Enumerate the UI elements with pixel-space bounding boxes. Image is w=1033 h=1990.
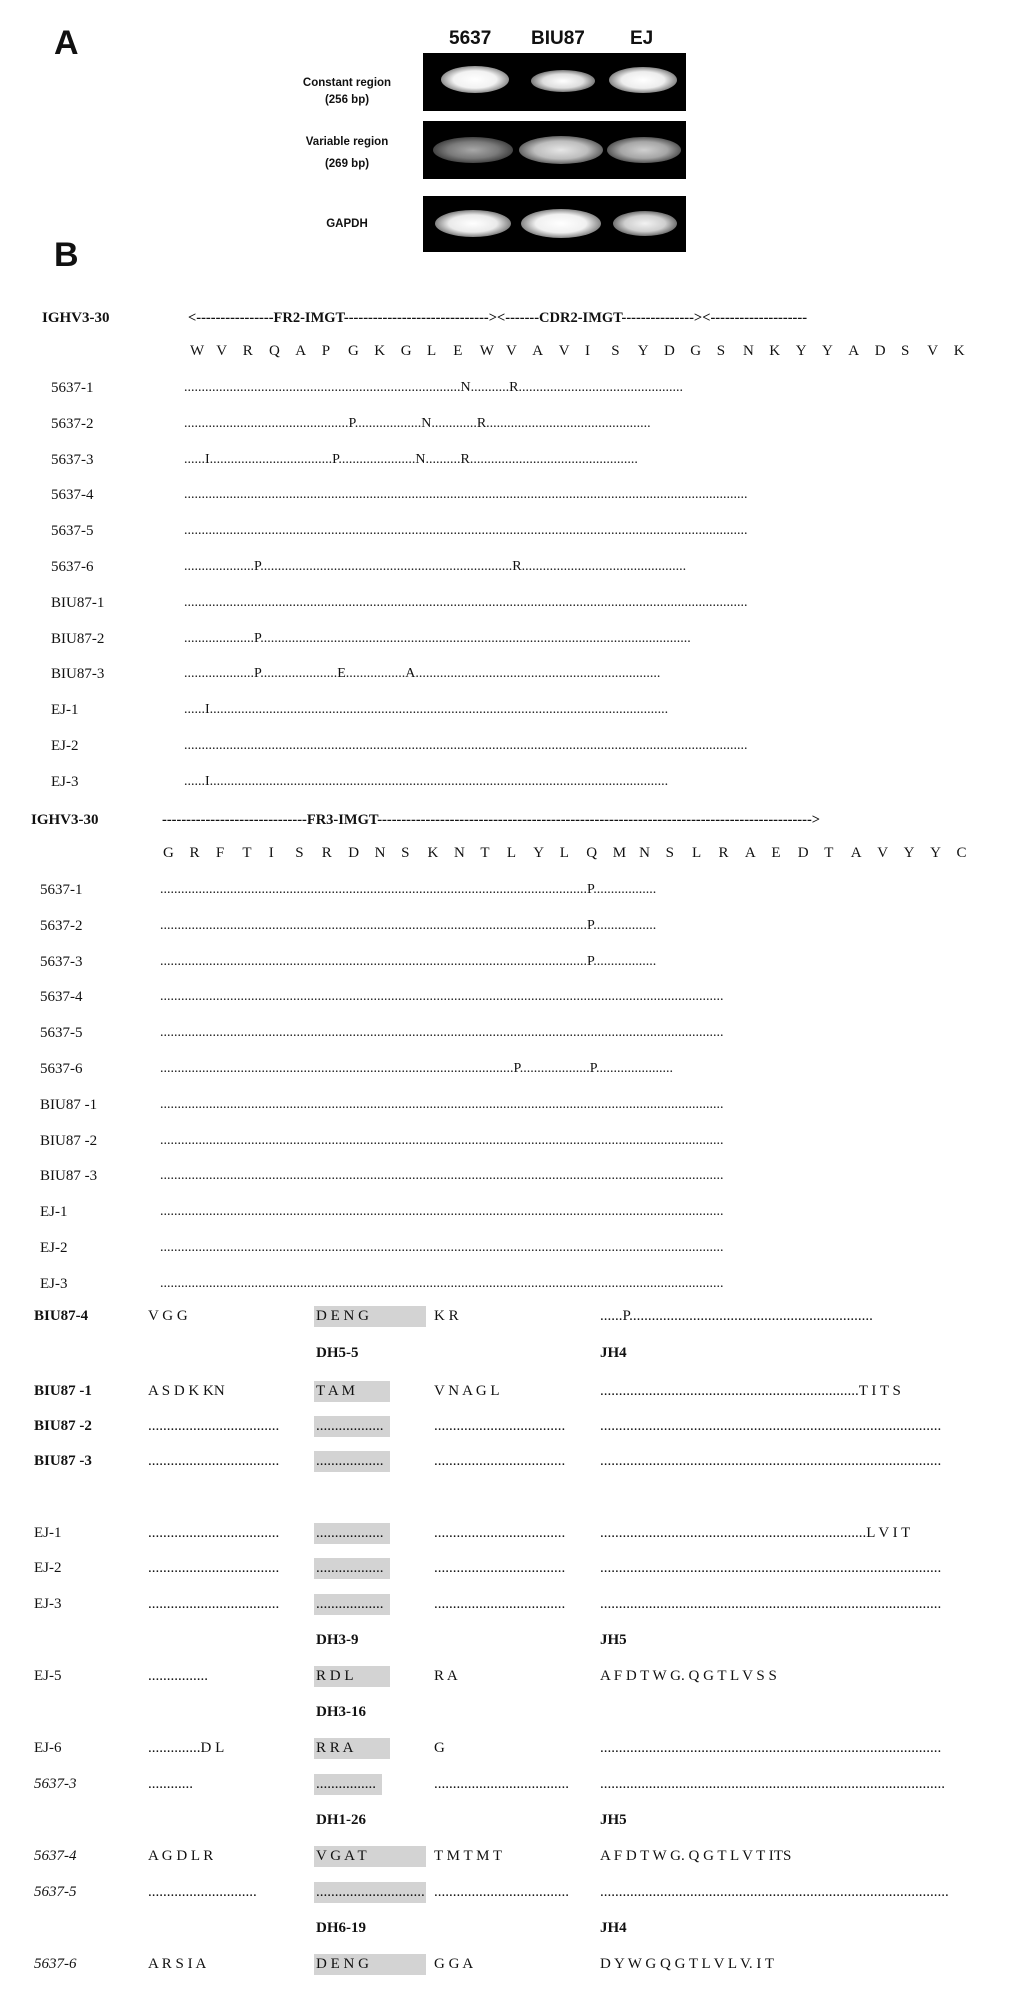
germline-residue: G xyxy=(163,845,174,861)
sequence-row-alignment: ................................................................................................................................................................. xyxy=(184,487,748,503)
germline-residue: D xyxy=(664,343,675,359)
cdr3-d-segment: .................. xyxy=(316,1596,384,1612)
cdr3-n-region-left: A S D K KN xyxy=(148,1383,225,1399)
block2-gene-label: IGHV3-30 xyxy=(31,812,99,828)
sequence-row-alignment: ..........................................................................................................................P.................. xyxy=(160,953,657,969)
d-gene-label: DH1-26 xyxy=(316,1812,366,1828)
cdr3-row-label: 5637-4 xyxy=(34,1848,77,1864)
cdr3-row-label: BIU87 -2 xyxy=(34,1418,92,1434)
germline-residue: D xyxy=(797,845,809,861)
cdr3-n-region-left: ............ xyxy=(148,1776,193,1792)
sequence-row-alignment: ................................................................................................................................................................. xyxy=(160,1275,724,1291)
cdr3-row-label: BIU87 -1 xyxy=(34,1383,92,1399)
lane-label-biu87: BIU87 xyxy=(531,28,585,49)
germline-residue: I xyxy=(268,845,274,861)
cdr3-j-segment: ........................................................................................... xyxy=(600,1560,942,1576)
sequence-row-label: EJ-3 xyxy=(40,1275,68,1292)
d-gene-label: DH3-16 xyxy=(316,1704,366,1720)
sequence-row-alignment: ....................P........................................................................R............................................... xyxy=(184,559,687,574)
cdr3-n-region-right: G G A xyxy=(434,1956,474,1972)
germline-residue: R xyxy=(189,845,200,861)
cdr3-row-label: 5637-5 xyxy=(34,1884,77,1900)
gel-band xyxy=(433,137,513,163)
cdr3-row-label: BIU87 -3 xyxy=(34,1453,92,1469)
germline-residue: Y xyxy=(903,845,915,861)
germline-residue: F xyxy=(215,845,225,861)
cdr3-row-label: 5637-3 xyxy=(34,1776,77,1792)
cdr3-n-region-right: ................................... xyxy=(434,1596,566,1612)
germline-residue: L xyxy=(506,845,517,861)
lane-label-ej: EJ xyxy=(630,28,654,49)
germline-residue: K xyxy=(374,343,386,359)
cdr3-n-region-left: ................................... xyxy=(148,1418,280,1434)
cdr3-j-segment: .......................................................................L V I T xyxy=(600,1525,911,1541)
block1-germline xyxy=(190,343,980,363)
sequence-row-alignment: ................................................................................................................................................................. xyxy=(160,1096,724,1112)
germline-residue: G xyxy=(348,343,359,359)
d-gene-label: DH6-19 xyxy=(316,1920,366,1936)
sequence-row-alignment: ......I...................................P......................N..........R................................................ xyxy=(184,451,638,467)
germline-residue: A xyxy=(295,343,307,359)
germline-residue: S xyxy=(716,343,726,359)
germline-residue: P xyxy=(321,343,331,359)
gel-band xyxy=(441,66,509,93)
germline-residue: S xyxy=(611,343,620,359)
germline-residue: D xyxy=(348,845,360,861)
germline-residue: R xyxy=(321,845,332,861)
cdr3-row-label: 5637-6 xyxy=(34,1956,77,1972)
cdr3-j-segment: ......P................................................................. xyxy=(600,1308,873,1324)
cdr3-j-segment: .....................................................................T I T S xyxy=(600,1383,901,1399)
sequence-row-label: BIU87 -1 xyxy=(40,1096,98,1113)
germline-residue: K xyxy=(953,343,965,359)
block2-germline xyxy=(163,845,983,865)
sequence-row-alignment: ................................................................................................................................................................. xyxy=(184,523,748,539)
germline-residue: D xyxy=(874,343,886,359)
sequence-row-label: 5637-1 xyxy=(40,882,83,898)
d-gene-label: DH3-9 xyxy=(316,1632,359,1648)
cdr3-d-segment: .................. xyxy=(316,1525,384,1541)
germline-residue: M xyxy=(612,845,627,861)
germline-residue: T xyxy=(242,845,252,861)
germline-residue: S xyxy=(901,343,910,359)
cdr3-d-segment: R R A xyxy=(316,1740,354,1756)
sequence-row-label: 5637-2 xyxy=(40,917,83,934)
block2-region-header: ------------------------------FR3-IMGT------------------------------------------------------------------------------------------> xyxy=(162,812,821,828)
sequence-row-label: 5637-6 xyxy=(40,1061,83,1077)
cdr3-row-label: EJ-3 xyxy=(34,1596,62,1612)
germline-residue: L xyxy=(427,343,437,359)
germline-residue: E xyxy=(771,845,781,861)
cdr3-n-region-right: K R xyxy=(434,1308,459,1324)
germline-residue: K xyxy=(769,343,781,359)
germline-residue: Q xyxy=(269,343,280,359)
germline-residue: R xyxy=(718,845,729,861)
sequence-row-alignment: ................................................................................................................................................................. xyxy=(160,1240,724,1255)
germline-residue: S xyxy=(401,845,410,861)
germline-residue: L xyxy=(559,845,569,861)
sequence-row-alignment: ................................................................................................................................................................. xyxy=(160,1132,724,1148)
panel-a-letter: A xyxy=(54,24,79,62)
panel-b-letter: B xyxy=(54,236,79,274)
cdr3-j-segment: ............................................................................................ xyxy=(600,1776,945,1792)
cdr3-d-segment: V G A T xyxy=(316,1848,367,1864)
gel-band xyxy=(613,211,677,236)
sequence-row-label: BIU87-1 xyxy=(51,594,105,611)
germline-residue: A xyxy=(848,343,860,359)
cdr3-n-region-right: ................................... xyxy=(434,1418,566,1434)
gel-image-gapdh xyxy=(423,196,686,252)
cdr3-d-segment: D E N G xyxy=(316,1308,369,1324)
germline-residue: I xyxy=(585,343,590,359)
germline-residue: V xyxy=(927,343,939,359)
sequence-row-label: BIU87-2 xyxy=(51,630,105,647)
germline-residue: Y xyxy=(795,343,807,359)
cdr3-d-segment: ................ xyxy=(316,1776,376,1792)
sequence-row-alignment: ................................................................................................................................................................. xyxy=(160,1204,724,1220)
gel-label-line1: Variable region xyxy=(305,136,389,148)
germline-residue: S xyxy=(665,845,674,861)
cdr3-n-region-right: .................................... xyxy=(434,1884,569,1900)
j-gene-label: JH5 xyxy=(600,1812,627,1828)
cdr3-n-region-left: A G D L R xyxy=(148,1848,214,1864)
germline-residue: Q xyxy=(586,845,598,861)
germline-residue: A xyxy=(532,343,544,359)
d-gene-label: DH5-5 xyxy=(316,1345,359,1361)
sequence-row-label: 5637-5 xyxy=(51,523,94,540)
germline-residue: V xyxy=(506,343,517,359)
germline-residue: W xyxy=(479,343,494,359)
germline-residue: S xyxy=(295,845,304,861)
germline-residue: Y xyxy=(822,343,833,359)
gel-band xyxy=(531,70,595,92)
germline-residue: Y xyxy=(930,845,941,861)
gel-row-label-gapdh: GAPDH xyxy=(326,218,368,230)
cdr3-row-label: EJ-6 xyxy=(34,1740,62,1756)
cdr3-n-region-right: V N A G L xyxy=(434,1383,500,1399)
germline-residue: G xyxy=(690,343,702,359)
germline-residue: V xyxy=(558,343,570,359)
germline-residue: R xyxy=(242,343,253,359)
sequence-row-label: EJ-2 xyxy=(51,738,79,754)
cdr3-j-segment: A F D T W G. Q G T L V S S xyxy=(600,1668,777,1684)
germline-residue: N xyxy=(454,845,465,861)
cdr3-row-label: EJ-5 xyxy=(34,1668,62,1684)
cdr3-n-region-right: ................................... xyxy=(434,1560,566,1576)
cdr3-j-segment: ............................................................................................. xyxy=(600,1884,949,1900)
germline-residue: Y xyxy=(637,343,649,359)
cdr3-d-segment: D E N G xyxy=(316,1956,369,1972)
sequence-row-label: EJ-2 xyxy=(40,1240,68,1256)
germline-residue: A xyxy=(850,845,862,861)
sequence-row-alignment: ......I................................................................................................................................... xyxy=(184,702,669,718)
gel-row-label-constant xyxy=(282,75,412,109)
germline-residue: K xyxy=(427,845,439,861)
cdr3-j-segment: ........................................................................................... xyxy=(600,1453,942,1469)
sequence-row-alignment: ................................................................................................................................................................. xyxy=(184,594,748,610)
lane-label-5637: 5637 xyxy=(449,28,492,49)
cdr3-d-segment: .................. xyxy=(316,1453,384,1469)
germline-residue: T xyxy=(480,845,490,861)
cdr3-n-region-left: ................................... xyxy=(148,1560,280,1576)
sequence-row-label: BIU87 -3 xyxy=(40,1168,98,1185)
j-gene-label: JH5 xyxy=(600,1632,627,1648)
gel-band xyxy=(435,210,511,237)
sequence-row-alignment: ....................P........................................................................................................................... xyxy=(184,630,691,646)
cdr3-row-label: EJ-2 xyxy=(34,1560,62,1576)
sequence-row-label: 5637-3 xyxy=(51,451,94,468)
gel-band xyxy=(519,136,603,164)
block1-gene-label: IGHV3-30 xyxy=(42,310,110,326)
gel-label-line2: (269 bp) xyxy=(324,158,370,170)
germline-residue: N xyxy=(374,845,386,861)
cdr3-n-region-left: ................................... xyxy=(148,1453,280,1469)
j-gene-label: JH4 xyxy=(600,1345,627,1361)
cdr3-j-segment: ........................................................................................... xyxy=(600,1418,942,1434)
gel-image-variable xyxy=(423,121,686,179)
cdr3-n-region-right: ................................... xyxy=(434,1453,566,1469)
cdr3-n-region-right: ................................... xyxy=(434,1525,566,1541)
cdr3-n-region-left: ............................. xyxy=(148,1884,257,1900)
sequence-row-alignment: ......I................................................................................................................................... xyxy=(184,773,669,789)
germline-residue: V xyxy=(877,845,889,861)
sequence-row-label: EJ-3 xyxy=(51,773,79,790)
block1-region-header: <----------------FR2-IMGT------------------------------><-------CDR2-IMGT---------------><-------------------- xyxy=(188,310,808,326)
sequence-row-label: 5637-4 xyxy=(51,487,94,504)
cdr3-n-region-left: ................................... xyxy=(148,1596,280,1612)
germline-residue: N xyxy=(743,343,754,359)
germline-residue: W xyxy=(190,343,205,359)
germline-residue: V xyxy=(216,343,228,359)
gel-label-line1: Constant region xyxy=(302,77,392,89)
sequence-row-label: BIU87-3 xyxy=(51,666,105,683)
sequence-row-label: 5637-3 xyxy=(40,953,83,970)
sequence-row-alignment: ...............................................................................N...........R............................................... xyxy=(184,380,683,395)
germline-residue: A xyxy=(744,845,756,861)
sequence-row-alignment: ..........................................................................................................................P.................. xyxy=(160,882,657,897)
cdr3-n-region-right: R A xyxy=(434,1668,458,1684)
sequence-row-label: 5637-1 xyxy=(51,380,94,396)
cdr3-d-segment: R D L xyxy=(316,1668,354,1684)
cdr3-j-segment: D Y W G Q G T L V L V. I T xyxy=(600,1956,775,1972)
sequence-row-alignment: ................................................................................................................................................................. xyxy=(160,989,724,1005)
gel-row-label-variable xyxy=(282,134,412,173)
sequence-row-alignment: ..........................................................................................................................P.................. xyxy=(160,917,657,933)
gel-band xyxy=(521,209,601,238)
sequence-row-label: 5637-2 xyxy=(51,415,94,432)
germline-residue: G xyxy=(400,343,412,359)
cdr3-j-segment: ........................................................................................... xyxy=(600,1596,942,1612)
sequence-row-label: 5637-6 xyxy=(51,559,94,575)
sequence-row-alignment: ................................................................................................................................................................. xyxy=(160,1168,724,1184)
cdr3-n-region-left: ................ xyxy=(148,1668,208,1684)
sequence-row-label: EJ-1 xyxy=(51,702,79,719)
sequence-row-alignment: .....................................................................................................P....................P...................... xyxy=(160,1061,673,1076)
germline-residue: N xyxy=(639,845,650,861)
cdr3-j-segment: ........................................................................................... xyxy=(600,1740,942,1756)
cdr3-n-region-left: ................................... xyxy=(148,1525,280,1541)
cdr3-d-segment: T A M xyxy=(316,1383,355,1399)
cdr3-n-region-left: ..............D L xyxy=(148,1740,225,1756)
cdr3-d-segment: ............................. xyxy=(316,1884,425,1900)
germline-residue: C xyxy=(956,845,967,861)
cdr3-n-region-right: G xyxy=(434,1740,445,1756)
gel-band xyxy=(607,137,681,163)
cdr3-d-segment: .................. xyxy=(316,1560,384,1576)
cdr3-n-region-right: T M T M T xyxy=(434,1848,503,1864)
sequence-row-label: EJ-1 xyxy=(40,1204,68,1221)
cdr3-row-label: EJ-1 xyxy=(34,1525,62,1541)
cdr3-n-region-left: A R S I A xyxy=(148,1956,207,1972)
germline-residue: L xyxy=(692,845,702,861)
cdr3-n-region-left: V G G xyxy=(148,1308,188,1324)
gel-band xyxy=(609,67,677,93)
cdr3-n-region-right: .................................... xyxy=(434,1776,569,1792)
cdr3-d-segment: .................. xyxy=(316,1418,384,1434)
sequence-row-alignment: ...............................................P...................N.............R............................................... xyxy=(184,415,651,431)
gel-label-line2: (256 bp) xyxy=(324,94,370,106)
germline-residue: Y xyxy=(533,845,545,861)
sequence-row-label: 5637-4 xyxy=(40,989,83,1006)
germline-residue: E xyxy=(453,343,463,359)
sequence-row-alignment: ................................................................................................................................................................. xyxy=(184,738,748,753)
sequence-row-alignment: ....................P......................E.................A...................................................................... xyxy=(184,666,661,682)
cdr3-j-segment: A F D T W G. Q G T L V T ITS xyxy=(600,1848,792,1864)
sequence-row-label: 5637-5 xyxy=(40,1025,83,1042)
germline-residue: T xyxy=(824,845,834,861)
cdr3-row-label: BIU87-4 xyxy=(34,1308,89,1324)
sequence-row-label: BIU87 -2 xyxy=(40,1132,98,1149)
gel-image-constant xyxy=(423,53,686,111)
j-gene-label: JH4 xyxy=(600,1920,627,1936)
sequence-row-alignment: ................................................................................................................................................................. xyxy=(160,1025,724,1041)
